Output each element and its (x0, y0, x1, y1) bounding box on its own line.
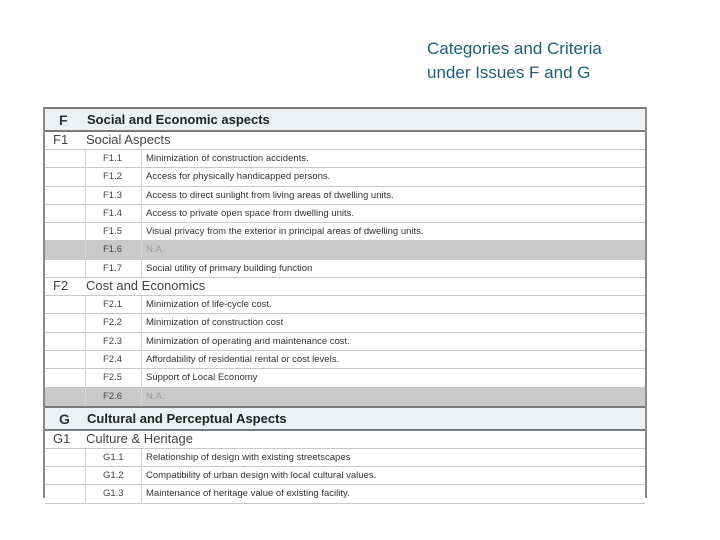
category-row (45, 278, 645, 296)
criterion-row (45, 314, 645, 332)
criterion-label: N.A. (146, 390, 165, 402)
category-label: Culture & Heritage (86, 430, 193, 446)
criterion-label: Social utility of primary building function (146, 262, 313, 274)
criterion-label: Access to direct sunlight from living areas of dwelling units. (146, 189, 394, 201)
criterion-label: Compatibility of urban design with local cultural values. (146, 470, 377, 482)
title-line-2: under Issues F and G (427, 63, 591, 82)
criterion-code: F2.4 (103, 353, 123, 365)
criterion-label: Minimization of construction cost (146, 317, 284, 329)
criterion-row (45, 351, 645, 369)
criterion-row (45, 150, 645, 168)
criterion-code: F2.1 (103, 299, 123, 311)
category-label: Social Aspects (86, 132, 171, 147)
criterion-label: Affordability of residential rental or cost levels. (146, 353, 340, 365)
criterion-label: Minimization of operating and maintenance cost. (146, 335, 350, 347)
criterion-code: F1.6 (103, 244, 123, 256)
criterion-code: F1.2 (103, 171, 123, 183)
category-label: Cost and Economics (86, 278, 206, 294)
criterion-row (45, 223, 645, 241)
criteria-table (43, 107, 647, 498)
criterion-label: Maintenance of heritage value of existing facility. (146, 488, 350, 500)
criterion-code: F1.5 (103, 226, 123, 238)
criterion-code: G1.1 (103, 451, 124, 463)
criterion-row (45, 296, 645, 314)
category-code: G1 (53, 430, 71, 446)
issue-code: F (59, 112, 68, 128)
criterion-row (45, 449, 645, 467)
issue-row (45, 107, 645, 132)
criterion-row (45, 241, 645, 259)
title-line-1: Categories and Criteria (427, 39, 602, 58)
criterion-code: F2.3 (103, 335, 123, 347)
criterion-code: F2.2 (103, 317, 123, 329)
criterion-row (45, 388, 645, 406)
criterion-row (45, 485, 645, 503)
criterion-row (45, 205, 645, 223)
criterion-label: Minimization of life-cycle cost. (146, 299, 272, 311)
category-code: F2 (53, 278, 69, 294)
issue-label: Cultural and Perceptual Aspects (87, 410, 287, 426)
issue-code: G (59, 410, 70, 427)
criterion-label: Access to private open space from dwelling units. (146, 207, 355, 219)
criterion-code: F1.7 (103, 262, 123, 274)
criterion-label: Support of Local Economy (146, 372, 258, 384)
category-row (45, 431, 645, 449)
criterion-label: Visual privacy from the exterior in principal areas of dwelling units. (146, 226, 424, 238)
criterion-label: Minimization of construction accidents. (146, 153, 309, 164)
criterion-code: F2.5 (103, 372, 123, 384)
criterion-row (45, 187, 645, 205)
criterion-code: F2.6 (103, 390, 123, 402)
criterion-code: G1.3 (103, 488, 124, 500)
criterion-row (45, 467, 645, 485)
criterion-row (45, 369, 645, 387)
category-code: F1 (53, 132, 69, 147)
criterion-label: N.A. (146, 244, 165, 256)
criterion-row (45, 260, 645, 278)
criterion-code: F1.1 (103, 153, 123, 164)
criterion-label: Relationship of design with existing streetscapes (146, 451, 351, 463)
issue-label: Social and Economic aspects (87, 112, 270, 127)
criterion-code: F1.4 (103, 207, 123, 219)
criterion-code: F1.3 (103, 189, 123, 201)
issue-row (45, 406, 645, 431)
slide-title (427, 37, 707, 85)
category-row (45, 132, 645, 150)
criterion-label: Access for physically handicapped persons. (146, 171, 331, 183)
criterion-row (45, 333, 645, 351)
criterion-code: G1.2 (103, 470, 124, 482)
criterion-row (45, 168, 645, 186)
